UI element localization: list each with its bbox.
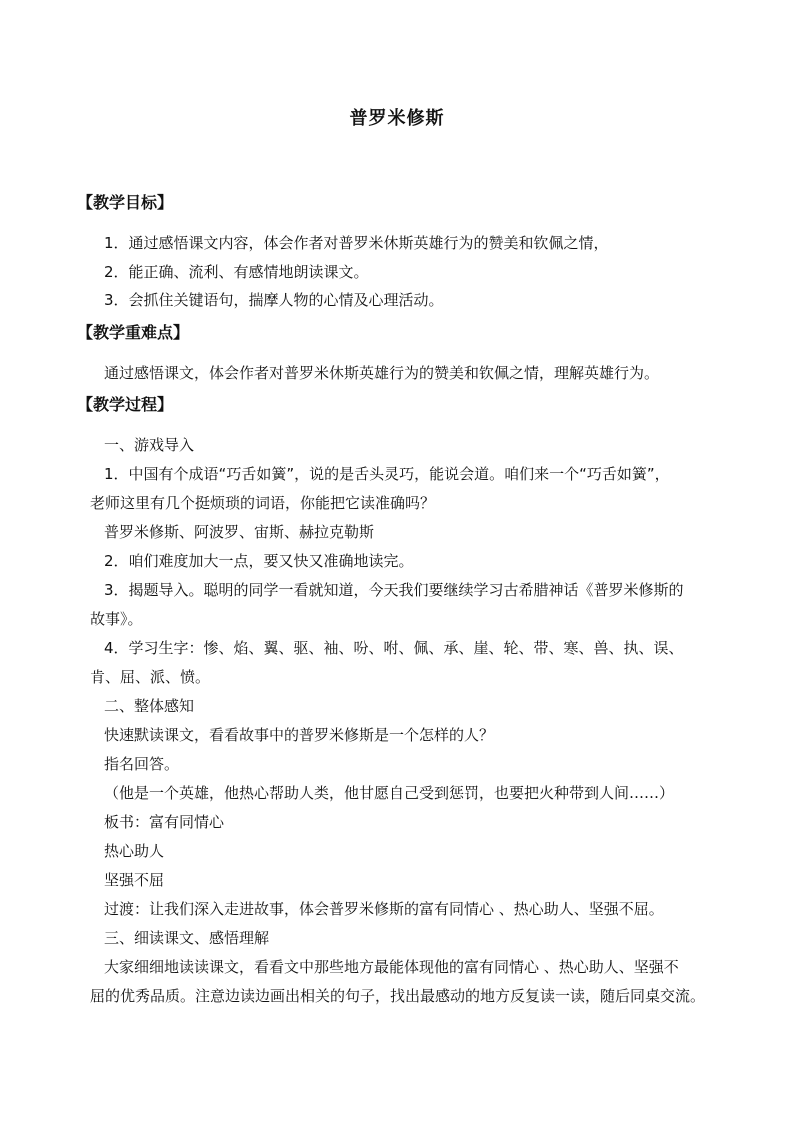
process-line: 老师这里有几个挺烦琐的词语，你能把它读准确吗？ <box>90 494 436 512</box>
process-line: 二、整体感知 <box>104 697 195 715</box>
process-line: 三、细读课文、感悟理解 <box>104 929 270 947</box>
process-line: 故事》。 <box>90 610 143 628</box>
section-heading-process: 【教学过程】 <box>77 395 174 414</box>
goal-item: 1．通过感悟课文内容，体会作者对普罗米休斯英雄行为的赞美和钦佩之情， <box>104 234 609 252</box>
document-title: 普罗米修斯 <box>349 108 445 129</box>
goal-item: 3．会抓住关键语句，揣摩人物的心情及心理活动。 <box>104 291 444 309</box>
process-line: 板书：富有同情心 <box>104 813 225 831</box>
section-heading-goals: 【教学目标】 <box>77 193 174 212</box>
goal-item: 2．能正确、流利、有感情地朗读课文。 <box>104 263 369 281</box>
process-line: 热心助人 <box>104 842 165 860</box>
process-line: 大家细细地读读课文，看看文中那些地方最能体现他的富有同情心 、热心助人、坚强不 <box>104 958 679 976</box>
process-line: 2．咱们难度加大一点，要又快又准确地读完。 <box>104 552 414 570</box>
process-line: 快速默读课文，看看故事中的普罗米修斯是一个怎样的人？ <box>104 726 495 744</box>
process-line: （他是一个英雄，他热心帮助人类，他甘愿自己受到惩罚，也要把火种带到人间……） <box>104 784 675 802</box>
process-line: 普罗米修斯、阿波罗、宙斯、赫拉克勒斯 <box>104 523 375 541</box>
key-points-text: 通过感悟课文，体会作者对普罗米休斯英雄行为的赞美和钦佩之情，理解英雄行为。 <box>104 364 660 382</box>
process-line: 过渡：让我们深入走进故事，体会普罗米修斯的富有同情心 、热心助人、坚强不屈。 <box>104 900 664 918</box>
process-line: 屈的优秀品质。注意边读边画出相关的句子，找出最感动的地方反复读一读，随后同桌交流。 <box>90 987 706 1005</box>
process-line: 指名回答。 <box>104 755 180 773</box>
process-line: 1．中国有个成语“巧舌如簧”，说的是舌头灵巧，能说会道。咱们来一个“巧舌如簧”， <box>104 465 670 483</box>
process-line: 坚强不屈 <box>104 871 165 889</box>
process-line: 肯、屈、派、愤。 <box>90 668 211 686</box>
process-line: 3．揭题导入。聪明的同学一看就知道，今天我们要继续学习古希腊神话《普罗米修斯的 <box>104 581 684 599</box>
process-line: 一、游戏导入 <box>104 436 195 454</box>
process-line: 4．学习生字：惨、焰、翼、驱、袖、吩、咐、佩、承、崖、轮、带、寒、兽、执、误、 <box>104 639 684 657</box>
section-heading-key-points: 【教学重难点】 <box>77 323 190 342</box>
